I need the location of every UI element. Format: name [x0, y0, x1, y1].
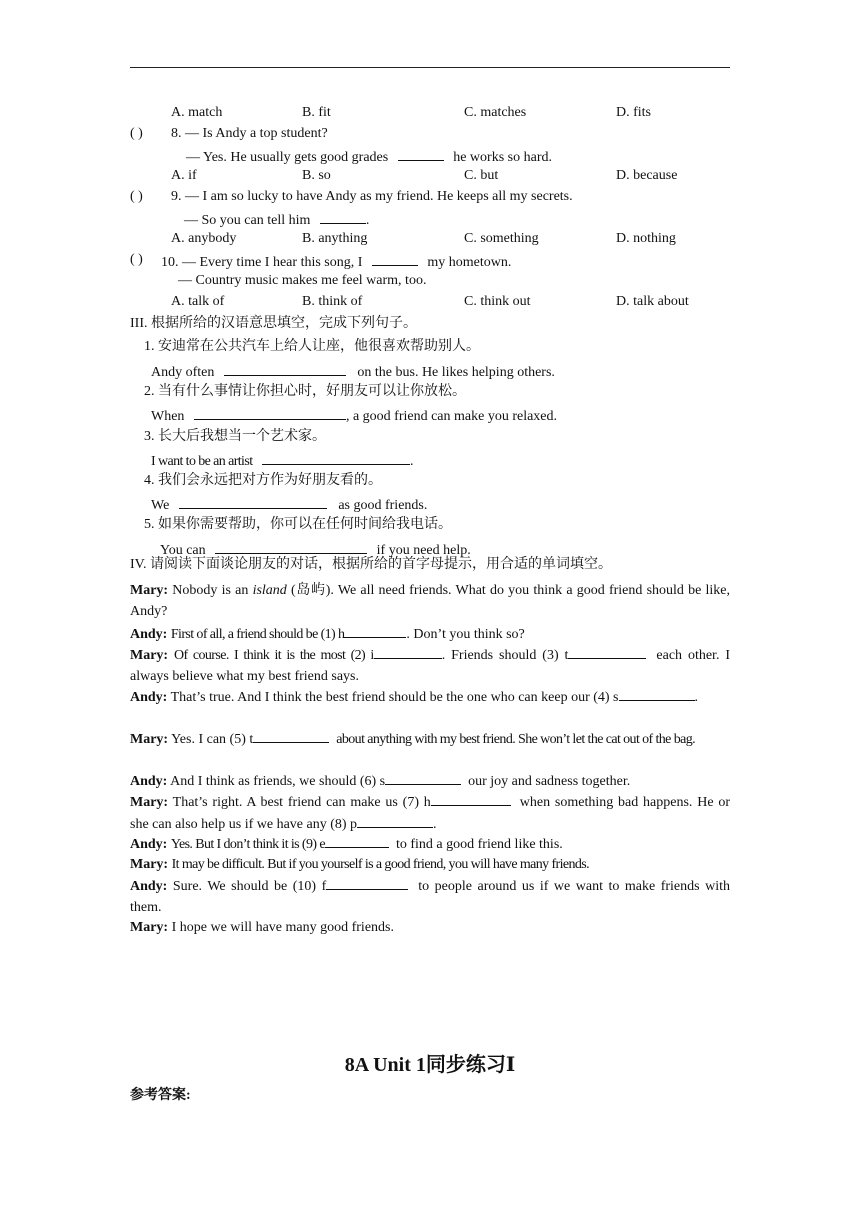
- dialogue-line-6: [130, 770, 730, 792]
- q9-option-d: D. nothing: [616, 231, 676, 246]
- q10-question-rest: my hometown.: [427, 255, 512, 270]
- q8-option-c: C. but: [464, 168, 499, 183]
- speaker-mary: Mary:: [130, 857, 169, 872]
- s3-item1-sentence: [151, 361, 555, 382]
- dialogue-5-rest: about anything with my best friend. She won’t let the cat out of the bag.: [336, 732, 696, 747]
- q10-answer: — Country music makes me feel warm, too.: [178, 273, 427, 288]
- island-word: island: [252, 583, 287, 598]
- dialogue-6-text: And I think as friends, we should (6) s: [170, 774, 386, 789]
- blank-7[interactable]: [431, 791, 511, 806]
- q8-answer-rest: he works so hard.: [453, 150, 552, 165]
- s3-item4-chinese: 4. 我们会永远把对方作为好朋友看的。: [144, 473, 382, 488]
- speaker-mary: Mary:: [130, 920, 169, 935]
- blank-2[interactable]: [374, 644, 442, 659]
- speaker-mary: Mary:: [130, 648, 169, 663]
- s3-item3-blank[interactable]: [262, 450, 410, 465]
- s3-item4-blank[interactable]: [179, 494, 327, 509]
- s3-item2-chinese: 2. 当有什么事情让你担心时，好朋友可以让你放松。: [144, 384, 466, 399]
- dialogue-7-rest: .: [433, 817, 437, 832]
- dialogue-line-11: [130, 917, 730, 938]
- q10-bracket: ( ): [130, 252, 143, 267]
- s3-item5-chinese: 5. 如果你需要帮助，你可以在任何时间给我电话。: [144, 517, 452, 532]
- speaker-andy: Andy:: [130, 879, 168, 894]
- q9-question: 9. — I am so lucky to have Andy as my friend. He keeps all my secrets.: [171, 189, 573, 204]
- speaker-andy: Andy:: [130, 774, 168, 789]
- q10-question-text: 10. — Every time I hear this song, I: [161, 255, 363, 270]
- answer-key-title: 8A Unit 1同步练习Ⅰ: [344, 1054, 516, 1076]
- blank-10[interactable]: [326, 875, 408, 890]
- q9-answer: [184, 209, 369, 230]
- q9-option-a: A. anybody: [171, 231, 237, 246]
- s3-item3-pre: I want to be an artist: [151, 454, 253, 469]
- s3-item2-blank[interactable]: [194, 405, 346, 420]
- header-rule: [130, 67, 730, 68]
- q10-option-b: B. think of: [302, 294, 363, 309]
- dialogue-4-rest: .: [694, 690, 698, 705]
- speaker-andy: Andy:: [130, 837, 168, 852]
- q8-answer-text: — Yes. He usually gets good grades: [186, 150, 389, 165]
- q8-option-a: A. if: [171, 168, 197, 183]
- speaker-andy: Andy:: [130, 690, 168, 705]
- section3-heading: III. 根据所给的汉语意思填空，完成下列句子。: [130, 316, 417, 331]
- s3-item2-post: , a good friend can make you relaxed.: [345, 409, 558, 424]
- s3-item1-post: on the bus. He likes helping others.: [357, 365, 555, 380]
- q10-question: [161, 251, 511, 272]
- q8-option-d: D. because: [616, 168, 678, 183]
- q8-option-b: B. so: [302, 168, 331, 183]
- dialogue-5-text: Yes. I can (5) t: [171, 732, 254, 747]
- speaker-mary: Mary:: [130, 795, 169, 810]
- section4-heading: IV. 请阅读下面谈论朋友的对话，根据所给的首字母提示，用合适的单词填空。: [130, 557, 612, 572]
- dialogue-6-rest: our joy and sadness together.: [468, 774, 631, 789]
- blank-9[interactable]: [325, 833, 389, 848]
- dialogue-3-text: Of course. I think it is the most (2) i: [174, 648, 374, 663]
- dialogue-7-text: That’s right. A best friend can make us (7) h: [172, 795, 431, 810]
- q9-answer-text: — So you can tell him: [184, 213, 311, 228]
- dialogue-line-1: [130, 580, 730, 622]
- dialogue-10-rest: to people around us if we want to make friends with them.: [130, 879, 731, 915]
- dialogue-line-10: [130, 875, 730, 918]
- s3-item3-sentence: [151, 450, 414, 471]
- q10-blank[interactable]: [372, 251, 418, 266]
- s3-item5-pre: You can: [160, 543, 206, 558]
- q10-option-d: D. talk about: [616, 294, 689, 309]
- dialogue-11-text: I hope we will have many good friends.: [171, 920, 394, 935]
- blank-5[interactable]: [253, 728, 329, 743]
- dialogue-10-text: Sure. We should be (10) f: [172, 879, 327, 894]
- q9-answer-rest: .: [365, 213, 370, 228]
- q7-option-c: C. matches: [464, 105, 527, 120]
- dialogue-1-text: Nobody is an: [172, 583, 249, 598]
- q9-bracket: ( ): [130, 189, 143, 204]
- q10-option-c: C. think out: [464, 294, 531, 309]
- q7-option-a: A. match: [171, 105, 223, 120]
- speaker-andy: Andy:: [130, 627, 168, 642]
- q7-option-b: B. fit: [302, 105, 331, 120]
- s3-item2-pre: When: [151, 409, 185, 424]
- q10-option-a: A. talk of: [171, 294, 225, 309]
- s3-item3-post: .: [410, 454, 414, 469]
- s3-item5-post: if you need help.: [376, 543, 471, 558]
- dialogue-line-2: [130, 623, 730, 645]
- dialogue-8-text: Yes. But I don’t think it is (9) e: [170, 837, 325, 852]
- dialogue-3-mid: . Friends should (3) t: [441, 648, 569, 663]
- dialogue-3-rest: each other. I always believe what my best friend says.: [130, 648, 731, 684]
- s3-item5-blank[interactable]: [215, 539, 367, 554]
- dialogue-7-mid: when something bad happens. He or she can also help us if we have any (8) p: [130, 795, 731, 832]
- s3-item1-chinese: 1. 安迪常在公共汽车上给人让座，他很喜欢帮助别人。: [144, 339, 480, 354]
- dialogue-line-5: [130, 728, 730, 750]
- dialogue-line-7: [130, 791, 730, 835]
- answers-label: 参考答案:: [130, 1088, 191, 1103]
- s3-item4-pre: We: [151, 498, 170, 513]
- blank-3[interactable]: [568, 644, 646, 659]
- q8-bracket: ( ): [130, 126, 143, 141]
- dialogue-1-rest: (岛屿). We all need friends. What do you think a good friend should be like, Andy?: [130, 583, 731, 619]
- dialogue-2-rest: . Don’t you think so?: [406, 627, 525, 642]
- q7-option-d: D. fits: [616, 105, 651, 120]
- s3-item2-sentence: [151, 405, 557, 426]
- blank-1[interactable]: [344, 623, 406, 638]
- dialogue-line-3: [130, 644, 730, 687]
- q9-blank[interactable]: [320, 209, 366, 224]
- dialogue-line-8: [130, 833, 730, 855]
- q9-option-c: C. something: [464, 231, 539, 246]
- dialogue-line-9: [130, 854, 730, 875]
- q9-option-b: B. anything: [302, 231, 368, 246]
- s3-item1-blank[interactable]: [224, 361, 346, 376]
- dialogue-2-text: First of all, a friend should be (1) h: [170, 627, 345, 642]
- dialogue-line-4: [130, 686, 730, 708]
- dialogue-8-rest: to find a good friend like this.: [395, 837, 563, 852]
- s3-item4-sentence: [151, 494, 427, 515]
- blank-8[interactable]: [357, 813, 433, 828]
- dialogue-9-text: It may be difficult. But if you yourself is a good friend, you will have many friends.: [171, 857, 590, 872]
- q8-question: 8. — Is Andy a top student?: [171, 126, 328, 141]
- dialogue-4-text: That’s true. And I think the best friend should be the one who can keep our (4) s: [170, 690, 619, 705]
- blank-4[interactable]: [619, 686, 695, 701]
- q8-answer: [186, 146, 552, 167]
- s3-item3-chinese: 3. 长大后我想当一个艺术家。: [144, 429, 326, 444]
- speaker-mary: Mary:: [130, 732, 169, 747]
- q8-blank[interactable]: [398, 146, 444, 161]
- speaker-mary: Mary:: [130, 583, 169, 598]
- blank-6[interactable]: [385, 770, 461, 785]
- s3-item1-pre: Andy often: [151, 365, 215, 380]
- s3-item4-post: as good friends.: [338, 498, 428, 513]
